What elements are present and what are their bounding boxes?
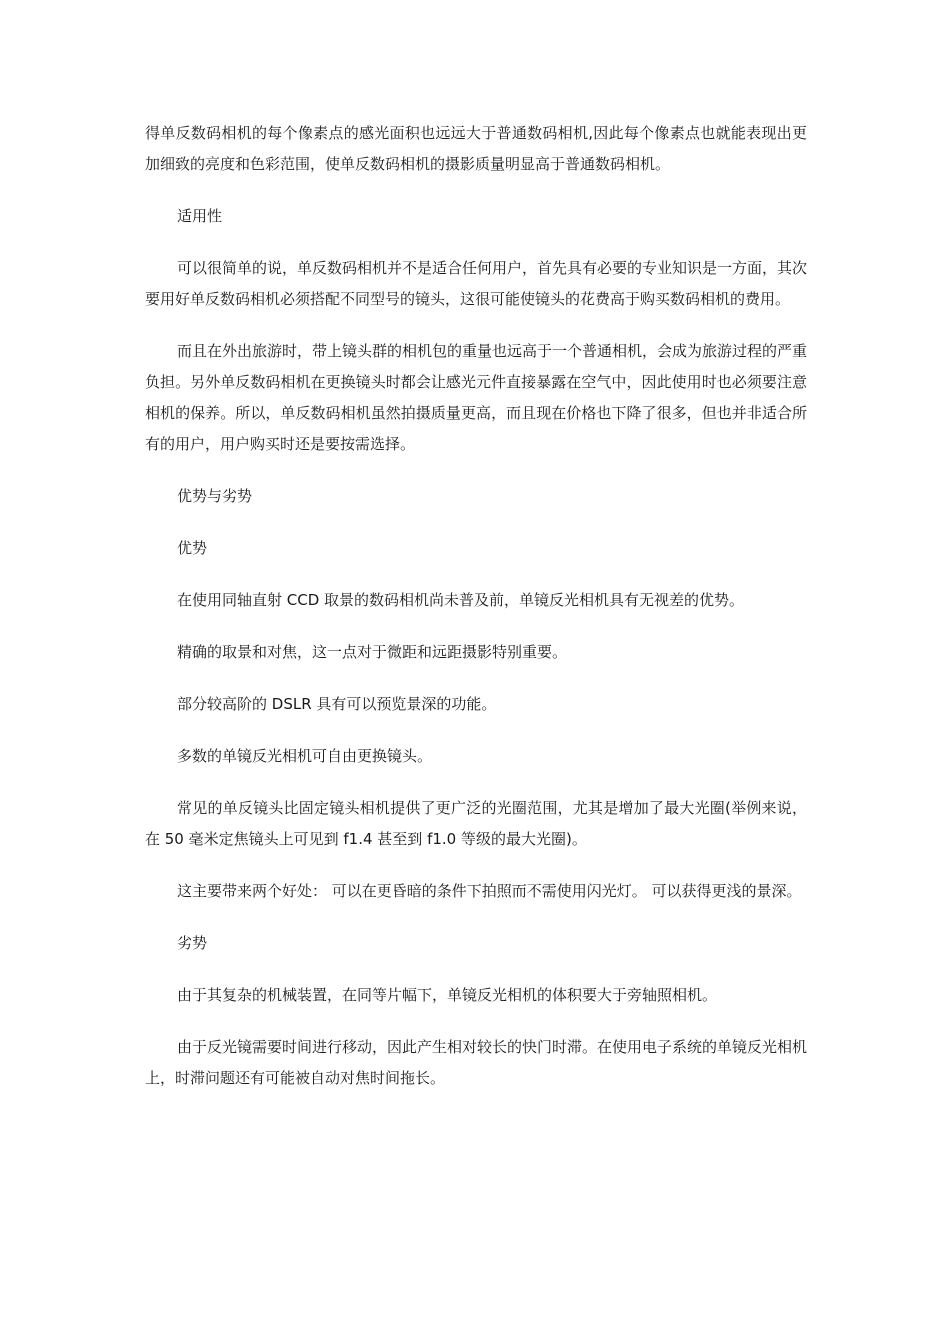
paragraph: 而且在外出旅游时，带上镜头群的相机包的重量也远高于一个普通相机，会成为旅游过程的严重负担。另外单反数码相机在更换镜头时都会让感光元件直接暴露在空气中，因此使用时也必须要注意相机的保养。所以，单反数码相机虽然拍摄质量更高，而且现在价格也下降了很多，但也并非适合所有的用户，用户购买时还是要按需选择。 bbox=[145, 342, 808, 453]
paragraph: 由于其复杂的机械装置，在同等片幅下，单镜反光相机的体积要大于旁轴照相机。 bbox=[177, 986, 718, 1004]
paragraph: 常见的单反镜头比固定镜头相机提供了更广泛的光圈范围，尤其是增加了最大光圈(举例来说，在 50 毫米定焦镜头上可见到 f1.4 甚至到 f1.0 等级的最大光圈)。 bbox=[145, 799, 807, 848]
paragraph: 在使用同轴直射 CCD 取景的数码相机尚未普及前，单镜反光相机具有无视差的优势。 bbox=[177, 591, 745, 609]
document-body bbox=[145, 118, 807, 1115]
paragraph: 由于反光镜需要时间进行移动，因此产生相对较长的快门时滞。在使用电子系统的单镜反光相机上，时滞问题还有可能被自动对焦时间拖长。 bbox=[145, 1038, 808, 1087]
paragraph: 这主要带来两个好处： 可以在更昏暗的条件下拍照而不需使用闪光灯。 可以获得更浅的景深。 bbox=[177, 882, 802, 900]
heading-applicability: 适用性 bbox=[177, 207, 223, 225]
heading-pros-cons: 优势与劣势 bbox=[177, 487, 253, 505]
paragraph: 精确的取景和对焦，这一点对于微距和远距摄影特别重要。 bbox=[177, 643, 568, 661]
paragraph: 部分较高阶的 DSLR 具有可以预览景深的功能。 bbox=[177, 695, 497, 713]
paragraph: 可以很简单的说，单反数码相机并不是适合任何用户，首先具有必要的专业知识是一方面，其次要用好单反数码相机必须搭配不同型号的镜头，这很可能使镜头的花费高于购买数码相机的费用。 bbox=[145, 259, 808, 308]
heading-disadvantages: 劣势 bbox=[177, 934, 208, 952]
paragraph-continued: 得单反数码相机的每个像素点的感光面积也远远大于普通数码相机,因此每个像素点也就能表现出更加细致的亮度和色彩范围，使单反数码相机的摄影质量明显高于普通数码相机。 bbox=[145, 124, 807, 173]
paragraph: 多数的单镜反光相机可自由更换镜头。 bbox=[177, 747, 433, 765]
heading-advantages: 优势 bbox=[177, 539, 208, 557]
